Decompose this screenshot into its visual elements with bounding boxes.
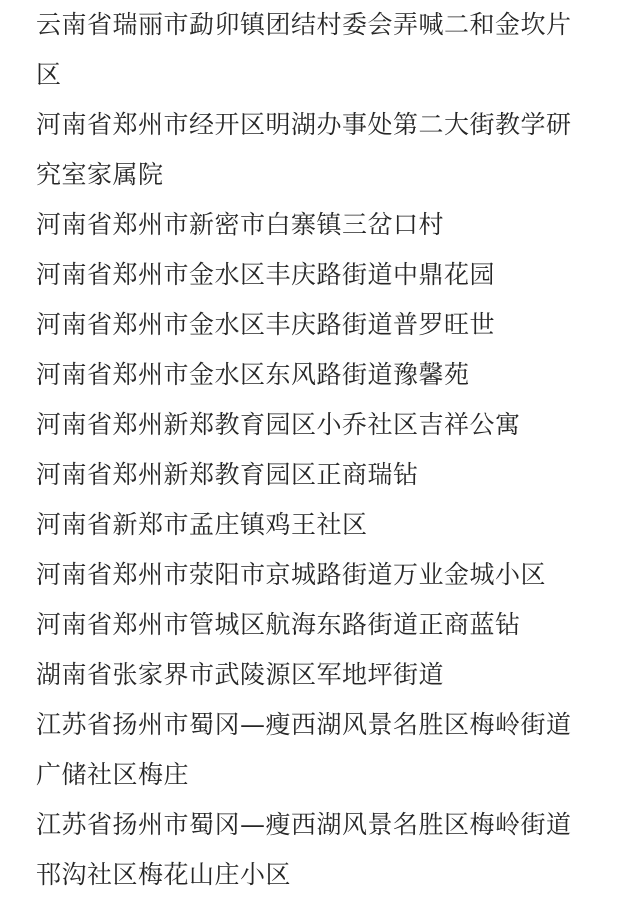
text-line: 究室家属院 bbox=[36, 160, 164, 189]
text-line: 河南省郑州市荥阳市京城路街道万业金城小区 bbox=[36, 560, 547, 589]
text-line: 河南省郑州新郑教育园区正商瑞钻 bbox=[36, 460, 419, 489]
address-list bbox=[36, 0, 596, 900]
text-line: 江苏省扬州市蜀冈—瘦西湖风景名胜区梅岭街道 bbox=[36, 810, 572, 839]
text-line: 河南省郑州市金水区丰庆路街道普罗旺世 bbox=[36, 310, 496, 339]
text-line: 河南省郑州市金水区丰庆路街道中鼎花园 bbox=[36, 260, 496, 289]
text-line: 河南省郑州市金水区东风路街道豫馨苑 bbox=[36, 360, 470, 389]
text-line: 河南省郑州市管城区航海东路街道正商蓝钻 bbox=[36, 610, 521, 639]
text-line: 湖南省张家界市武陵源区军地坪街道 bbox=[36, 660, 445, 689]
text-line: 河南省郑州市新密市白寨镇三岔口村 bbox=[36, 210, 445, 239]
text-line: 河南省郑州市经开区明湖办事处第二大街教学研 bbox=[36, 110, 572, 139]
text-line: 云南省瑞丽市勐卯镇团结村委会弄喊二和金坎片 bbox=[36, 10, 572, 39]
text-line: 邗沟社区梅花山庄小区 bbox=[36, 860, 292, 889]
text-line: 区 bbox=[36, 60, 62, 89]
text-line: 河南省郑州新郑教育园区小乔社区吉祥公寓 bbox=[36, 410, 521, 439]
text-line: 广储社区梅庄 bbox=[36, 760, 190, 789]
text-line: 河南省新郑市孟庄镇鸡王社区 bbox=[36, 510, 368, 539]
text-line: 江苏省扬州市蜀冈—瘦西湖风景名胜区梅岭街道 bbox=[36, 710, 572, 739]
